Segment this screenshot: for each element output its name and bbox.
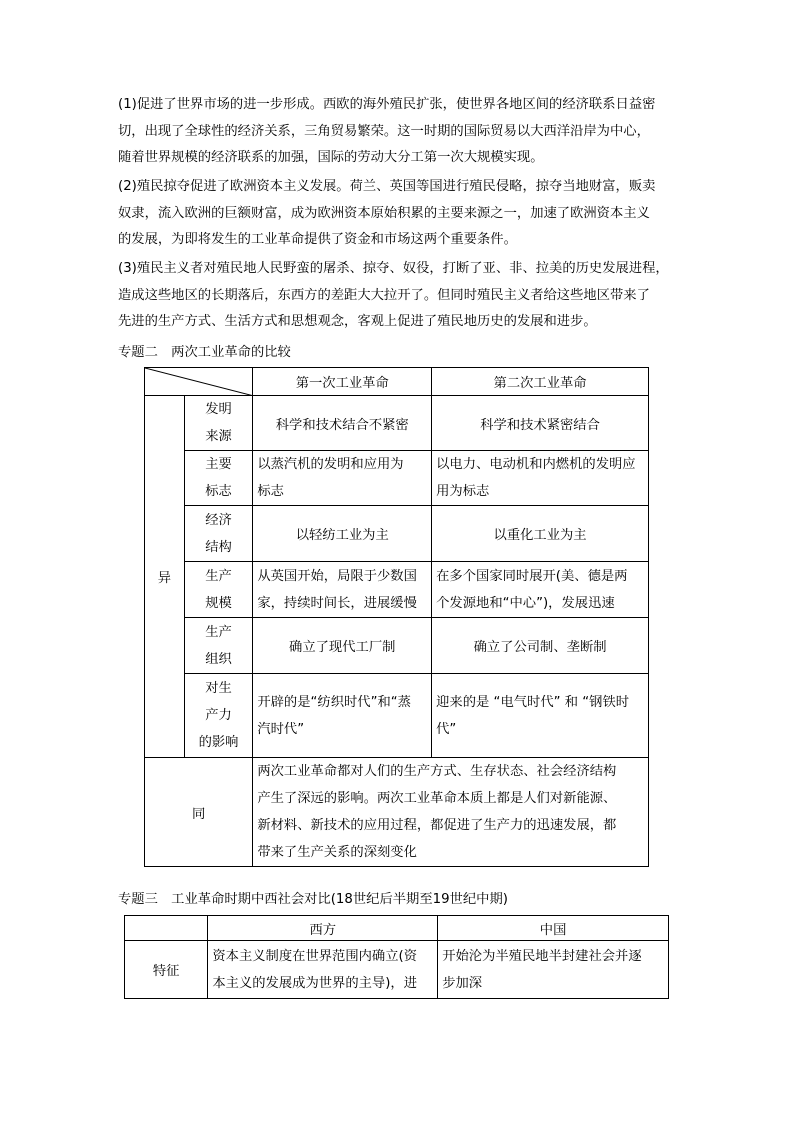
cell-second: 以重化工业为主 — [432, 506, 649, 562]
row-label-economic-structure — [184, 506, 253, 562]
paragraph-line: 切，出现了全球性的经济关系，三角贸易繁荣。这一时期的国际贸易以大西洋沿岸为中心， — [118, 123, 650, 139]
cell-line: 开辟的是“纺织时代”和“蒸 — [257, 694, 411, 710]
row-label-line: 标志 — [205, 484, 232, 499]
cell-line: 两次工业革命都对人们的生产方式、生存状态、社会经济结构 — [257, 764, 617, 779]
row-label-line: 对生 — [205, 681, 232, 696]
cell-second — [432, 562, 649, 618]
paragraph-line: (1)促进了世界市场的进一步形成。西欧的海外殖民扩张，使世界各地区间的经济联系日益密 — [118, 97, 656, 112]
cell-line: 以电力、电动机和内燃机的发明应 — [436, 457, 636, 472]
cell-line: 标志 — [257, 484, 284, 499]
diagonal-line — [145, 368, 254, 396]
cell-line: 资本主义制度在世界范围内确立(资 — [212, 948, 418, 964]
table-row — [145, 451, 649, 506]
cell-line: 开始沦为半殖民地半封建社会并逐 — [442, 948, 642, 964]
header-second-revolution: 第二次工业革命 — [432, 368, 649, 396]
table-header-row — [145, 368, 649, 396]
cell-west — [208, 941, 438, 999]
table-row — [145, 618, 649, 674]
paragraph-2 — [118, 174, 678, 254]
row-label-line: 发明 — [205, 402, 232, 417]
cell-line: 个发源地和“中心”)，发展迅速 — [436, 595, 615, 611]
cell-first — [253, 674, 432, 758]
topic3-heading: 专题三 工业革命时期中西社会对比(18世纪后半期至19世纪中期) — [118, 892, 508, 907]
header-west: 西方 — [208, 916, 438, 941]
same-label: 同 — [145, 758, 253, 867]
header-first-revolution: 第一次工业革命 — [253, 368, 432, 396]
cell-line: 步加深 — [442, 975, 483, 991]
difference-label: 异 — [145, 396, 185, 758]
industrial-revolution-comparison-table — [144, 367, 649, 867]
row-label-line: 经济 — [205, 512, 232, 528]
cell-line: 在多个国家同时展开(美、德是两 — [436, 568, 628, 584]
paragraph-line: 的发展，为即将发生的工业革命提供了资金和市场这两个重要条件。 — [118, 232, 517, 247]
cell-line: 本主义的发展成为世界的主导)，进 — [212, 975, 418, 991]
cell-line: 汽时代” — [257, 721, 305, 737]
row-label-main-symbol — [184, 451, 253, 506]
topic2-heading: 专题二 两次工业革命的比较 — [118, 345, 291, 360]
cell-second — [432, 451, 649, 506]
row-label-line: 产力 — [205, 708, 232, 723]
row-label-line: 生产 — [205, 568, 232, 584]
diagonal-header-cell — [145, 368, 253, 396]
empty-header-cell — [125, 916, 208, 941]
table-row — [145, 396, 649, 451]
cell-line: 从英国开始，局限于少数国 — [257, 568, 417, 584]
row-label-invention-source — [184, 396, 253, 451]
paragraph-line: 造成这些地区的长期落后，东西方的差距大大拉开了。但同时殖民主义者给这些地区带来了 — [118, 287, 650, 303]
cell-line: 用为标志 — [436, 484, 490, 499]
cell-line: 带来了生产关系的深刻变化 — [257, 845, 417, 860]
east-west-comparison-table — [124, 915, 669, 999]
cell-first: 确立了现代工厂制 — [253, 618, 432, 674]
paragraph-line: (3)殖民主义者对殖民地人民野蛮的屠杀、掠夺、奴役，打断了亚、非、拉美的历史发展进程， — [118, 261, 669, 276]
cell-line: 代” — [436, 721, 457, 737]
table-row — [145, 758, 649, 867]
cell-china — [438, 941, 669, 999]
cell-second: 科学和技术紧密结合 — [432, 396, 649, 451]
row-label-line: 组织 — [205, 651, 232, 667]
row-label-line: 规模 — [205, 595, 232, 611]
row-label-production-scale — [184, 562, 253, 618]
cell-first — [253, 451, 432, 506]
cell-first: 以轻纺工业为主 — [253, 506, 432, 562]
cell-first: 科学和技术结合不紧密 — [253, 396, 432, 451]
row-label-productivity-impact — [184, 674, 253, 758]
paragraph-3 — [118, 256, 678, 336]
cell-second: 确立了公司制、垄断制 — [432, 618, 649, 674]
cell-line: 迎来的是 “电气时代” 和 “钢铁时 — [436, 694, 630, 710]
row-label-line: 主要 — [205, 457, 232, 472]
table-row — [145, 674, 649, 758]
paragraph-line: 随着世界规模的经济联系的加强，国际的劳动大分工第一次大规模实现。 — [118, 150, 544, 165]
header-china: 中国 — [438, 916, 669, 941]
paragraph-line: (2)殖民掠夺促进了欧洲资本主义发展。荷兰、英国等国进行殖民侵略，掠夺当地财富，贩卖 — [118, 179, 656, 194]
row-label-production-organization — [184, 618, 253, 674]
same-content — [253, 758, 649, 867]
cell-first — [253, 562, 432, 618]
paragraph-1 — [118, 92, 678, 172]
cell-second — [432, 674, 649, 758]
row-label-line: 来源 — [205, 429, 232, 444]
cell-line: 家，持续时间长，进展缓慢 — [257, 595, 417, 611]
cell-line: 以蒸汽机的发明和应用为 — [257, 457, 404, 472]
cell-line: 新材料、新技术的应用过程，都促进了生产力的迅速发展，都 — [257, 818, 617, 833]
paragraph-line: 先进的生产方式、生活方式和思想观念，客观上促进了殖民地历史的发展和进步。 — [118, 314, 597, 329]
row-label-feature: 特征 — [125, 941, 208, 999]
paragraph-line: 奴隶，流入欧洲的巨额财富，成为欧洲资本原始积累的主要来源之一，加速了欧洲资本主义 — [118, 205, 650, 221]
row-label-line: 的影响 — [198, 735, 239, 750]
row-label-line: 生产 — [205, 624, 232, 640]
table-row — [125, 941, 669, 999]
table-header-row — [125, 916, 669, 941]
table-row — [145, 506, 649, 562]
cell-line: 产生了深远的影响。两次工业革命本质上都是人们对新能源、 — [257, 791, 617, 806]
row-label-line: 结构 — [205, 539, 232, 555]
table-row — [145, 562, 649, 618]
